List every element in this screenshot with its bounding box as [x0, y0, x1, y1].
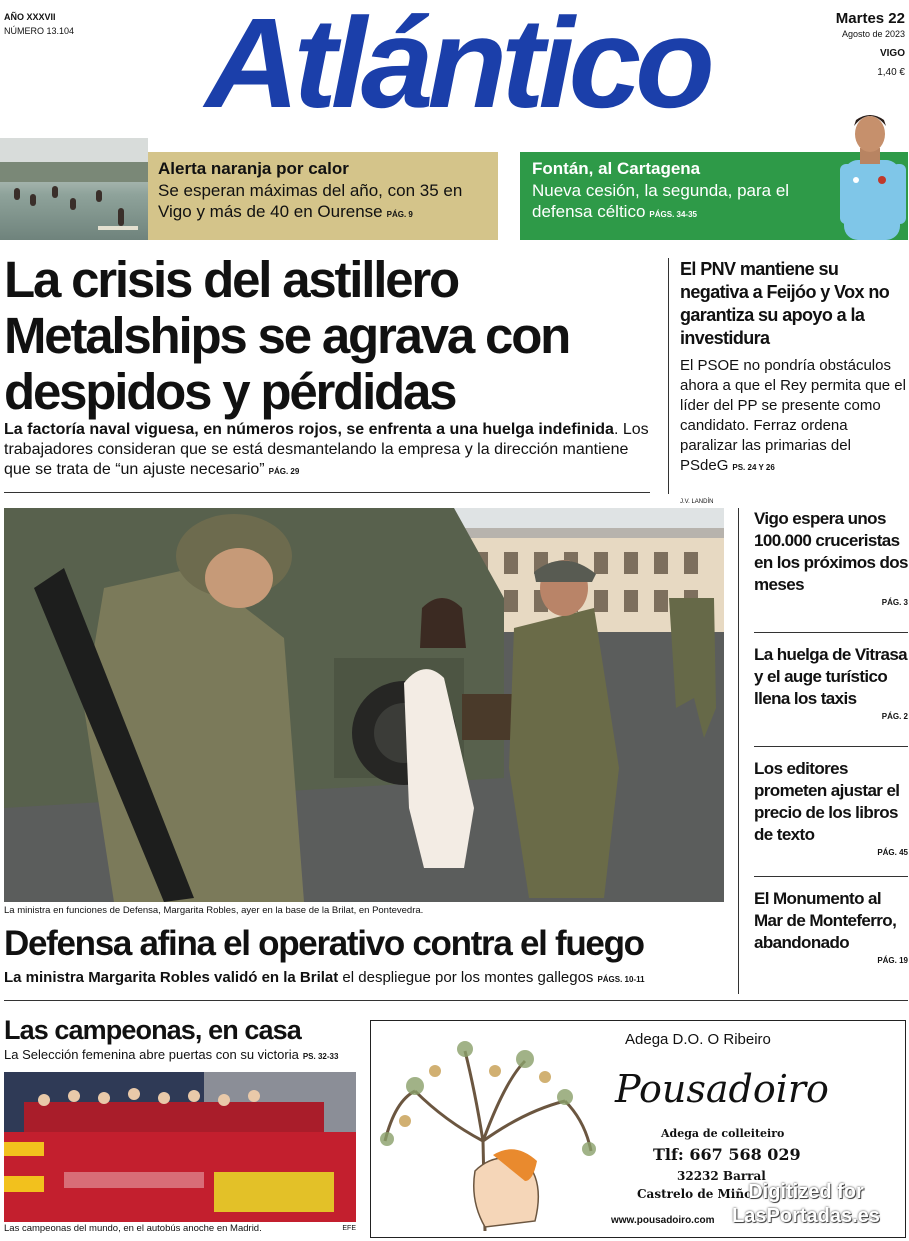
player-photo [826, 104, 908, 240]
military-photo[interactable] [4, 508, 724, 902]
date-month: Agosto de 2023 [841, 29, 905, 39]
side-headline: El PNV mantiene su negativa a Feijóo y Vox no garantiza su apoyo a la investidura [680, 259, 890, 348]
ad-phone: Tlf: 667 568 029 [653, 1145, 801, 1164]
teaser-heat-headline: Alerta naranja por calor [158, 159, 349, 178]
beach-photo[interactable] [0, 138, 148, 240]
story-taxis[interactable] [754, 644, 908, 721]
lead-page: PÁG. 29 [268, 467, 300, 476]
date-meta [836, 10, 905, 79]
watermark: Digitized for LasPortadas.es [732, 1181, 880, 1227]
ad-brand: Pousadoiro [615, 1067, 829, 1111]
story-taxis-headline: La huelga de Vitrasa y el auge turístico llena los taxis [754, 645, 908, 708]
second-sub-text: el despliegue por los montes gallegos [338, 969, 594, 986]
teaser-heat-page: PÁG. 9 [386, 210, 413, 219]
teaser-fontan-page: PÁGS. 34-35 [649, 210, 697, 219]
ad-town: Castrelo de Miño [637, 1187, 753, 1201]
side-divider [668, 258, 669, 494]
date-day: Martes 22 [835, 10, 905, 27]
price: 1,40 € [877, 67, 905, 78]
sport-caption [4, 1223, 356, 1234]
side-text: El PSOE no pondría obstáculos ahora a que el Rey permita que el líder del PP se presente como candidato. Ferraz ordena paralizar las primarias del PSdeG [680, 357, 906, 474]
rule-1 [754, 632, 908, 633]
ad-line2: Adega de colleiteiro [661, 1127, 785, 1140]
issue-meta [4, 10, 74, 38]
sport-caption-text: Las campeonas del mundo, en el autobús anoche en Madrid. [4, 1223, 262, 1234]
teaser-heat-text: Se esperan máximas del año, con 35 en Vigo y más de 40 en Ourense [158, 181, 463, 221]
lead-sub-bold: La factoría naval viguesa, en números rojos, se enfrenta a una huelga indefinida [4, 421, 614, 438]
edition-city: VIGO [879, 48, 905, 59]
story-cruise-headline: Vigo espera unos 100.000 cruceristas en los próximos dos meses [754, 509, 908, 594]
photo-credit: J.V. LANDÍN [680, 499, 714, 505]
story-textbooks[interactable] [754, 758, 908, 857]
side-page: PS. 24 Y 26 [732, 463, 775, 472]
story-cruise-page: PÁG. 3 [881, 598, 908, 607]
issue-number: NÚMERO 13.104 [4, 26, 75, 36]
ad-postal: 32232 Barral [677, 1169, 766, 1183]
year-label: AÑO XXXVII [4, 12, 56, 22]
sport-page: PS. 32-33 [302, 1052, 339, 1061]
lead-rule [4, 492, 650, 493]
right-divider [738, 508, 739, 994]
rule-2 [754, 746, 908, 747]
story-monument[interactable] [754, 888, 908, 965]
story-monument-page: PÁG. 19 [877, 956, 908, 965]
side-story[interactable] [680, 258, 908, 478]
second-sub-bold: La ministra Margarita Robles validó en la Brilat [4, 969, 339, 986]
sport-credit: EFE [342, 1225, 356, 1232]
ad-line1: Adega D.O. O Ribeiro [625, 1031, 771, 1048]
story-cruise[interactable] [754, 508, 908, 607]
teaser-fontan-headline: Fontán, al Cartagena [532, 159, 701, 178]
second-headline[interactable]: Defensa afina el operativo contra el fuego [4, 924, 644, 963]
sport-headline[interactable]: Las campeonas, en casa [4, 1015, 301, 1045]
rule-3 [754, 876, 908, 877]
story-textbooks-headline: Los editores prometen ajustar el precio de los libros de texto [754, 759, 900, 844]
tree-illustration [375, 1031, 601, 1231]
sport-sub-text: La Selección femenina abre puertas con su victoria [4, 1047, 299, 1062]
second-subhead [4, 968, 724, 990]
teaser-heat-alert[interactable] [148, 152, 498, 240]
bottom-rule [4, 1000, 908, 1001]
second-page: PÁGS. 10-11 [597, 975, 645, 984]
newspaper-logo[interactable]: Atlántico [205, 0, 709, 135]
lead-sub-text: . Los trabajadores consideran que se está desmantelando la empresa y la dirección mantiene que se trata de “un ajuste necesario” [4, 421, 649, 478]
bus-photo[interactable] [4, 1072, 356, 1222]
story-textbooks-page: PÁG. 45 [877, 848, 908, 857]
ad-web[interactable]: www.pousadoiro.com [611, 1215, 715, 1226]
story-taxis-page: PÁG. 2 [881, 712, 908, 721]
teaser-fontan-text: Nueva cesión, la segunda, para el defensa céltico [532, 181, 790, 221]
lead-subhead [4, 420, 654, 482]
sport-subhead [4, 1047, 364, 1062]
photo-caption: La ministra en funciones de Defensa, Margarita Robles, ayer en la base de la Brilat, en Pontevedra. [4, 905, 424, 916]
story-monument-headline: El Monumento al Mar de Monteferro, abandonado [754, 889, 897, 952]
lead-headline[interactable]: La crisis del astillero Metalships se agrava con despidos y pérdidas [4, 251, 570, 420]
